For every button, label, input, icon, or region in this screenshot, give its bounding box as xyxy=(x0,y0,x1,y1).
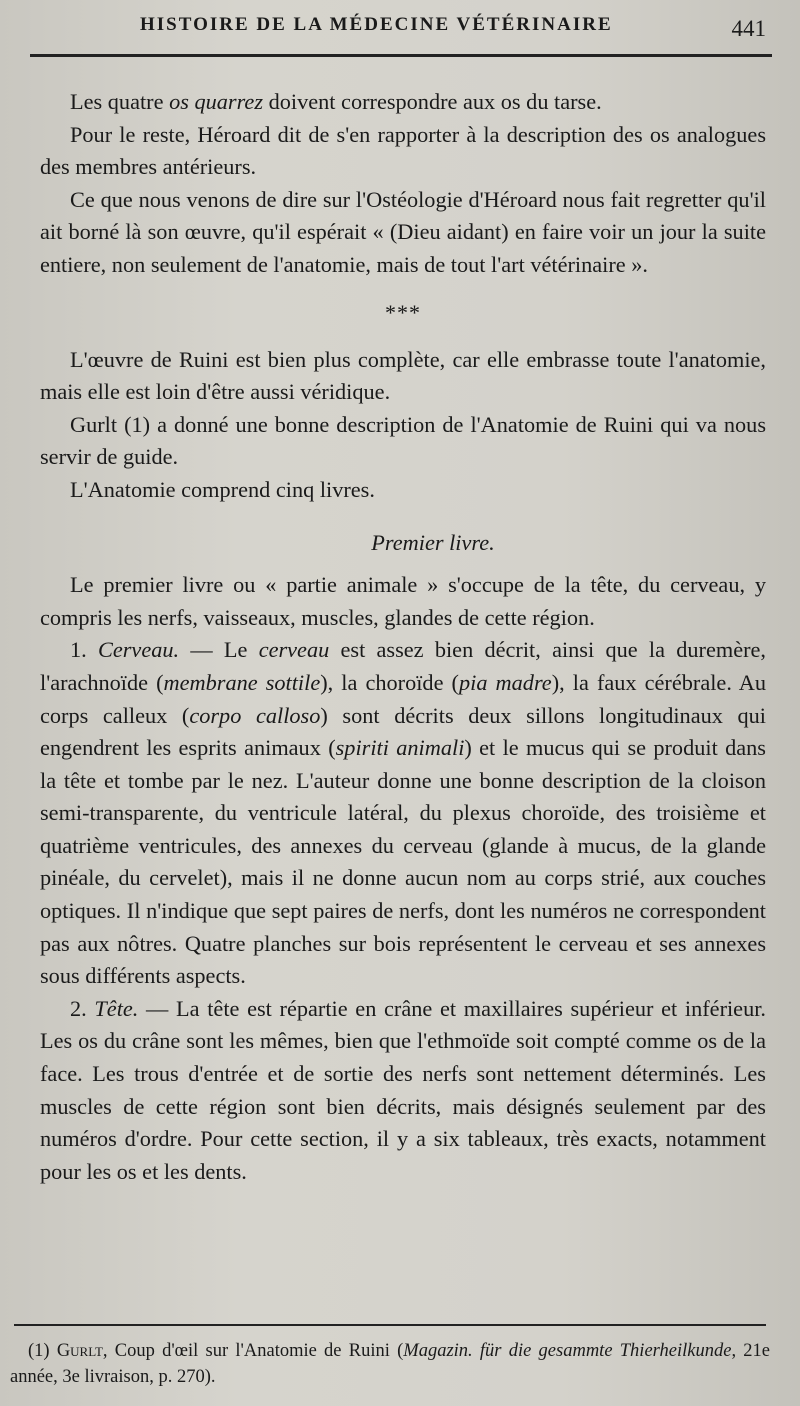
running-title: HISTOIRE DE LA MÉDECINE VÉTÉRINAIRE xyxy=(140,14,613,35)
paragraph-tete: 2. Tête. — La tête est répartie en crâne et maxillaires supérieur et inférieur. Les os du crâne sont les mêmes, bien que l'ethmoïde soit compté comme os de la face. Les trous d'entrée et de sortie des nerfs sont nettement déterminés. Les muscles de cette région sont bien décrits, mais désignés seulement par des numéros d'ordre. Pour cette section, il y a six tableaux, très exacts, notamment pour les os et les dents. xyxy=(40,995,767,1184)
paragraph-premier-livre: Le premier livre ou « partie animale » s'occupe de la tête, du cerveau, y compris les nerfs, vaisseaux, muscles, glandes de cette région. xyxy=(40,572,766,630)
header-rule xyxy=(30,54,772,57)
paragraph-cerveau: 1. Cerveau. — Le cerveau est assez bien décrit, ainsi que la duremère, l'arachnoïde (membrane sottile), la choroïde (pia madre), la faux cérébrale. Au corps calleux (corpo calloso) sont décrits deux sillons longitudinaux qui engendrent les esprits animaux (spiriti animali) et le mucus qui se produit dans la tête et tombe par le nez. L'auteur donne une bonne description de la cloison semi-transparente, du ventricule latéral, du plexus choroïde, des troisième et quatrième ventricules, des annexes du cerveau (glande à mucus, de la glande pinéale, du cervelet), mais il ne donne aucun nom au corps strié, aux couches optiques. Il n'indique que sept paires de nerfs, dont les numéros ne correspondent pas aux nôtres. Quatre planches sur bois représentent le cerveau et ses annexes sous différents aspects. xyxy=(40,637,766,989)
section-title: Premier livre. xyxy=(371,529,495,555)
footnote-journal: Magazin. für die gesammte Thierheilkunde xyxy=(403,1341,732,1361)
footnote-author: Gurlt xyxy=(56,1341,103,1361)
footnote: (1) Gurlt, Coup d'œil sur l'Anatomie de Ruini (Magazin. für die gesammte Thierheilkunde, 21e année, 3e livraison, p. 270). xyxy=(10,1341,771,1387)
paragraph-osteologie: Ce que nous venons de dire sur l'Ostéologie d'Héroard nous fait regretter qu'il ait borné là son œuvre, qu'il espérait « (Dieu aidant) en faire voir un jour la suite entiere, non seulement de l'anatomie, mais de tout l'art vétérinaire ». xyxy=(40,186,766,277)
paragraph-ruini: L'œuvre de Ruini est bien plus complète, car elle embrasse toute l'anatomie, mais elle est loin d'être aussi véridique. xyxy=(40,346,766,405)
page-header xyxy=(40,6,772,46)
asterism-divider: *** xyxy=(385,299,421,325)
page-number: 441 xyxy=(731,16,766,41)
paragraph-cinq-livres: L'Anatomie comprend cinq livres. xyxy=(70,476,375,502)
paragraph-gurlt: Gurlt (1) a donné une bonne description de l'Anatomie de Ruini qui va nous servir de guide. xyxy=(40,411,766,470)
footnote-rule xyxy=(14,1324,766,1326)
paragraph-heroard-reste: Pour le reste, Héroard dit de s'en rapporter à la description des os analogues des membres antérieurs. xyxy=(40,121,766,180)
paragraph-os-quarrez: Les quatre os quarrez doivent correspondre aux os du tarse. xyxy=(70,89,602,114)
body-text xyxy=(40,86,766,1188)
